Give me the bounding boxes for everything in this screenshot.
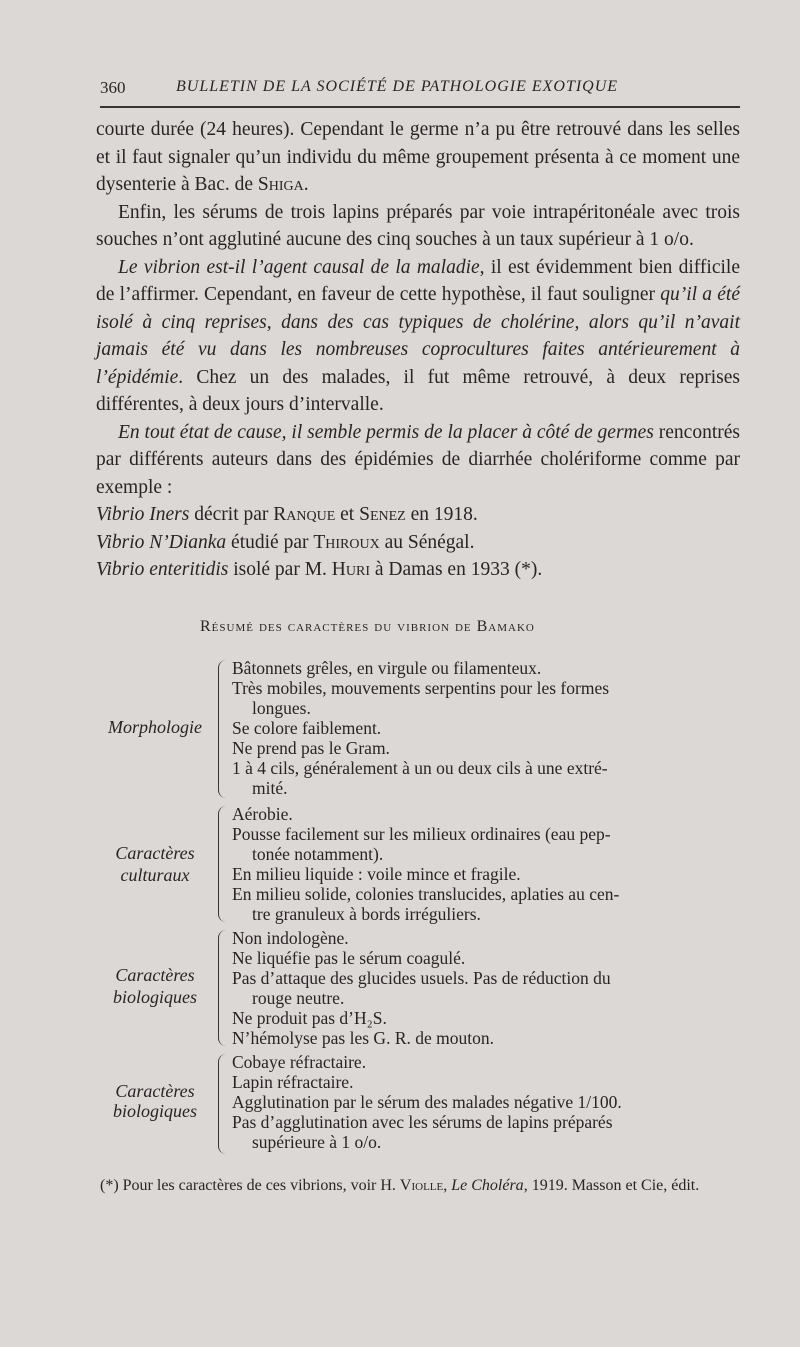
ex3-species: Vibrio enteritidis <box>96 559 229 580</box>
list-item: tonée notamment). <box>252 844 384 864</box>
group-label-1: Caractères <box>115 1081 195 1101</box>
group-label-2: biologiques <box>113 987 197 1007</box>
group-brace <box>218 930 229 1046</box>
ex1-author-2: Senez <box>359 504 406 525</box>
list-item: Pas d’attaque des glucides usuels. Pas de réduction du <box>232 968 611 988</box>
group-label-1: Caractères <box>115 843 195 863</box>
group-culturaux <box>90 804 740 928</box>
list-item: Lapin réfractaire. <box>232 1072 354 1092</box>
p4-text: rencontrés par différents auteurs dans des épidémies de diarrhée cholériforme comme par exemple : <box>96 421 740 498</box>
body-text <box>96 116 740 584</box>
footnote-text-c: , 1919. Masson et Cie, édit. <box>523 1177 700 1194</box>
paragraph-3 <box>96 254 740 419</box>
p3-italic: Le vibrion est-il l’agent causal de la maladie <box>118 256 480 278</box>
p1-smallcaps: Shiga <box>257 174 304 195</box>
page-number: 360 <box>100 78 126 97</box>
group-label: Morphologie <box>108 717 202 737</box>
ex1-text: décrit par <box>189 504 274 525</box>
list-item: Ne liquéfie pas le sérum coagulé. <box>232 948 466 968</box>
footnote-sep: , <box>443 1177 452 1194</box>
list-item: supérieure à 1 o/o. <box>252 1132 382 1152</box>
footnote-title: Le Choléra <box>451 1177 524 1194</box>
list-item: Ne prend pas le Gram. <box>232 738 390 758</box>
list-item: Aérobie. <box>232 804 293 824</box>
group-items <box>232 928 740 1048</box>
example-3 <box>96 556 740 584</box>
group-label-1: Caractères <box>115 965 195 985</box>
list-item: Non indologène. <box>232 928 349 948</box>
ex2-end: au Sénégal. <box>379 531 475 553</box>
list-item: Ne produit pas d’H₂S. <box>232 1008 387 1028</box>
paragraph-1 <box>96 116 740 199</box>
group-brace <box>218 806 229 922</box>
ex3-text: isolé par M. <box>228 559 332 580</box>
ex1-author-1: Ranque <box>273 504 336 525</box>
list-item: N’hémolyse pas les G. R. de mouton. <box>232 1028 494 1048</box>
list-item: En milieu liquide : voile mince et fragile. <box>232 864 521 884</box>
list-item: longues. <box>252 698 311 718</box>
group-items <box>232 658 740 798</box>
group-biologiques <box>90 928 740 1052</box>
group-morphologie <box>90 658 740 804</box>
list-item: Agglutination par le sérum des malades négative 1/100. <box>232 1092 622 1112</box>
ex2-author: Thiroux <box>313 531 380 553</box>
footnote-text-a: (*) Pour les caractères de ces vibrions, voir H. <box>100 1177 400 1194</box>
footnote <box>100 1176 740 1195</box>
ex1-mid: et <box>335 504 360 525</box>
p4-italic: En tout état de cause, il semble permis de la placer à côté de germes <box>118 421 654 443</box>
ex1-end: en 1918. <box>405 504 478 525</box>
ex3-author: Huri <box>331 559 370 580</box>
ex2-species: Vibrio N’Dianka <box>96 531 227 553</box>
list-item: En milieu solide, colonies translucides, aplaties au cen- <box>232 884 620 904</box>
group-label-2: culturaux <box>120 865 190 885</box>
paragraph-2: Enfin, les sérums de trois lapins préparés par voie intrapéritonéale avec trois souches n’ont agglutiné aucune des cinq souches à un taux supérieur à 1 o/o. <box>96 201 740 250</box>
list-item: Cobaye réfractaire. <box>232 1052 367 1072</box>
p3-italic-2: qu’il a été isolé à cinq reprises, dans des cas typiques de cholérine, alors qu’il n’avait jamais été vu dans les nombreuses coprocultures faites antérieurement à l’épidémie <box>96 284 740 388</box>
summary-heading: Résumé des caractères du vibrion de Bamako <box>200 618 535 635</box>
example-1 <box>96 501 740 529</box>
group-brace <box>218 1054 229 1154</box>
p1-text: courte durée (24 heures). Cependant le germe n’a pu être retrouvé dans les selles et il faut signaler qu’un individu du même groupement présenta à ce moment une dysenterie à Bac. de <box>96 119 740 195</box>
list-item: Se colore faiblement. <box>232 718 382 738</box>
example-2 <box>96 529 740 557</box>
list-item: 1 à 4 cils, généralement à un ou deux cils à une extré- <box>232 758 608 778</box>
group-brace <box>218 660 229 798</box>
header-rule <box>100 106 740 108</box>
p1-end: . <box>303 174 309 195</box>
footnote-author: Violle <box>399 1177 444 1194</box>
ex2-text: étudié par <box>226 531 314 553</box>
ex1-species: Vibrio Iners <box>96 504 190 525</box>
p3-text-a: , il est évidemment bien difficile de l’affirmer. Cependant, en faveur de cette hypothèse, il faut souligner <box>96 256 740 305</box>
list-item: Pousse facilement sur les milieux ordinaires (eau pep- <box>232 824 611 844</box>
group-items <box>232 804 740 924</box>
running-title: BULLETIN DE LA SOCIÉTÉ DE PATHOLOGIE EXOTIQUE <box>176 78 619 95</box>
list-item: Bâtonnets grêles, en virgule ou filamenteux. <box>232 658 542 678</box>
paragraph-4 <box>96 419 740 502</box>
list-item: rouge neutre. <box>252 988 345 1008</box>
p3-text-b: . Chez un des malades, il fut même retrouvé, à deux reprises différentes, à deux jours d’intervalle. <box>96 366 740 415</box>
list-item: Très mobiles, mouvements serpentins pour les formes <box>232 678 610 698</box>
list-item: tre granuleux à bords irréguliers. <box>252 904 481 924</box>
group-label-2: biologiques <box>113 1101 197 1121</box>
group-items <box>232 1052 740 1152</box>
list-item: mité. <box>252 778 288 798</box>
group-biologiques-2 <box>90 1052 740 1162</box>
ex3-end: à Damas en 1933 (*). <box>370 559 543 580</box>
list-item: Pas d’agglutination avec les sérums de lapins préparés <box>232 1112 613 1132</box>
page-header <box>100 74 740 108</box>
